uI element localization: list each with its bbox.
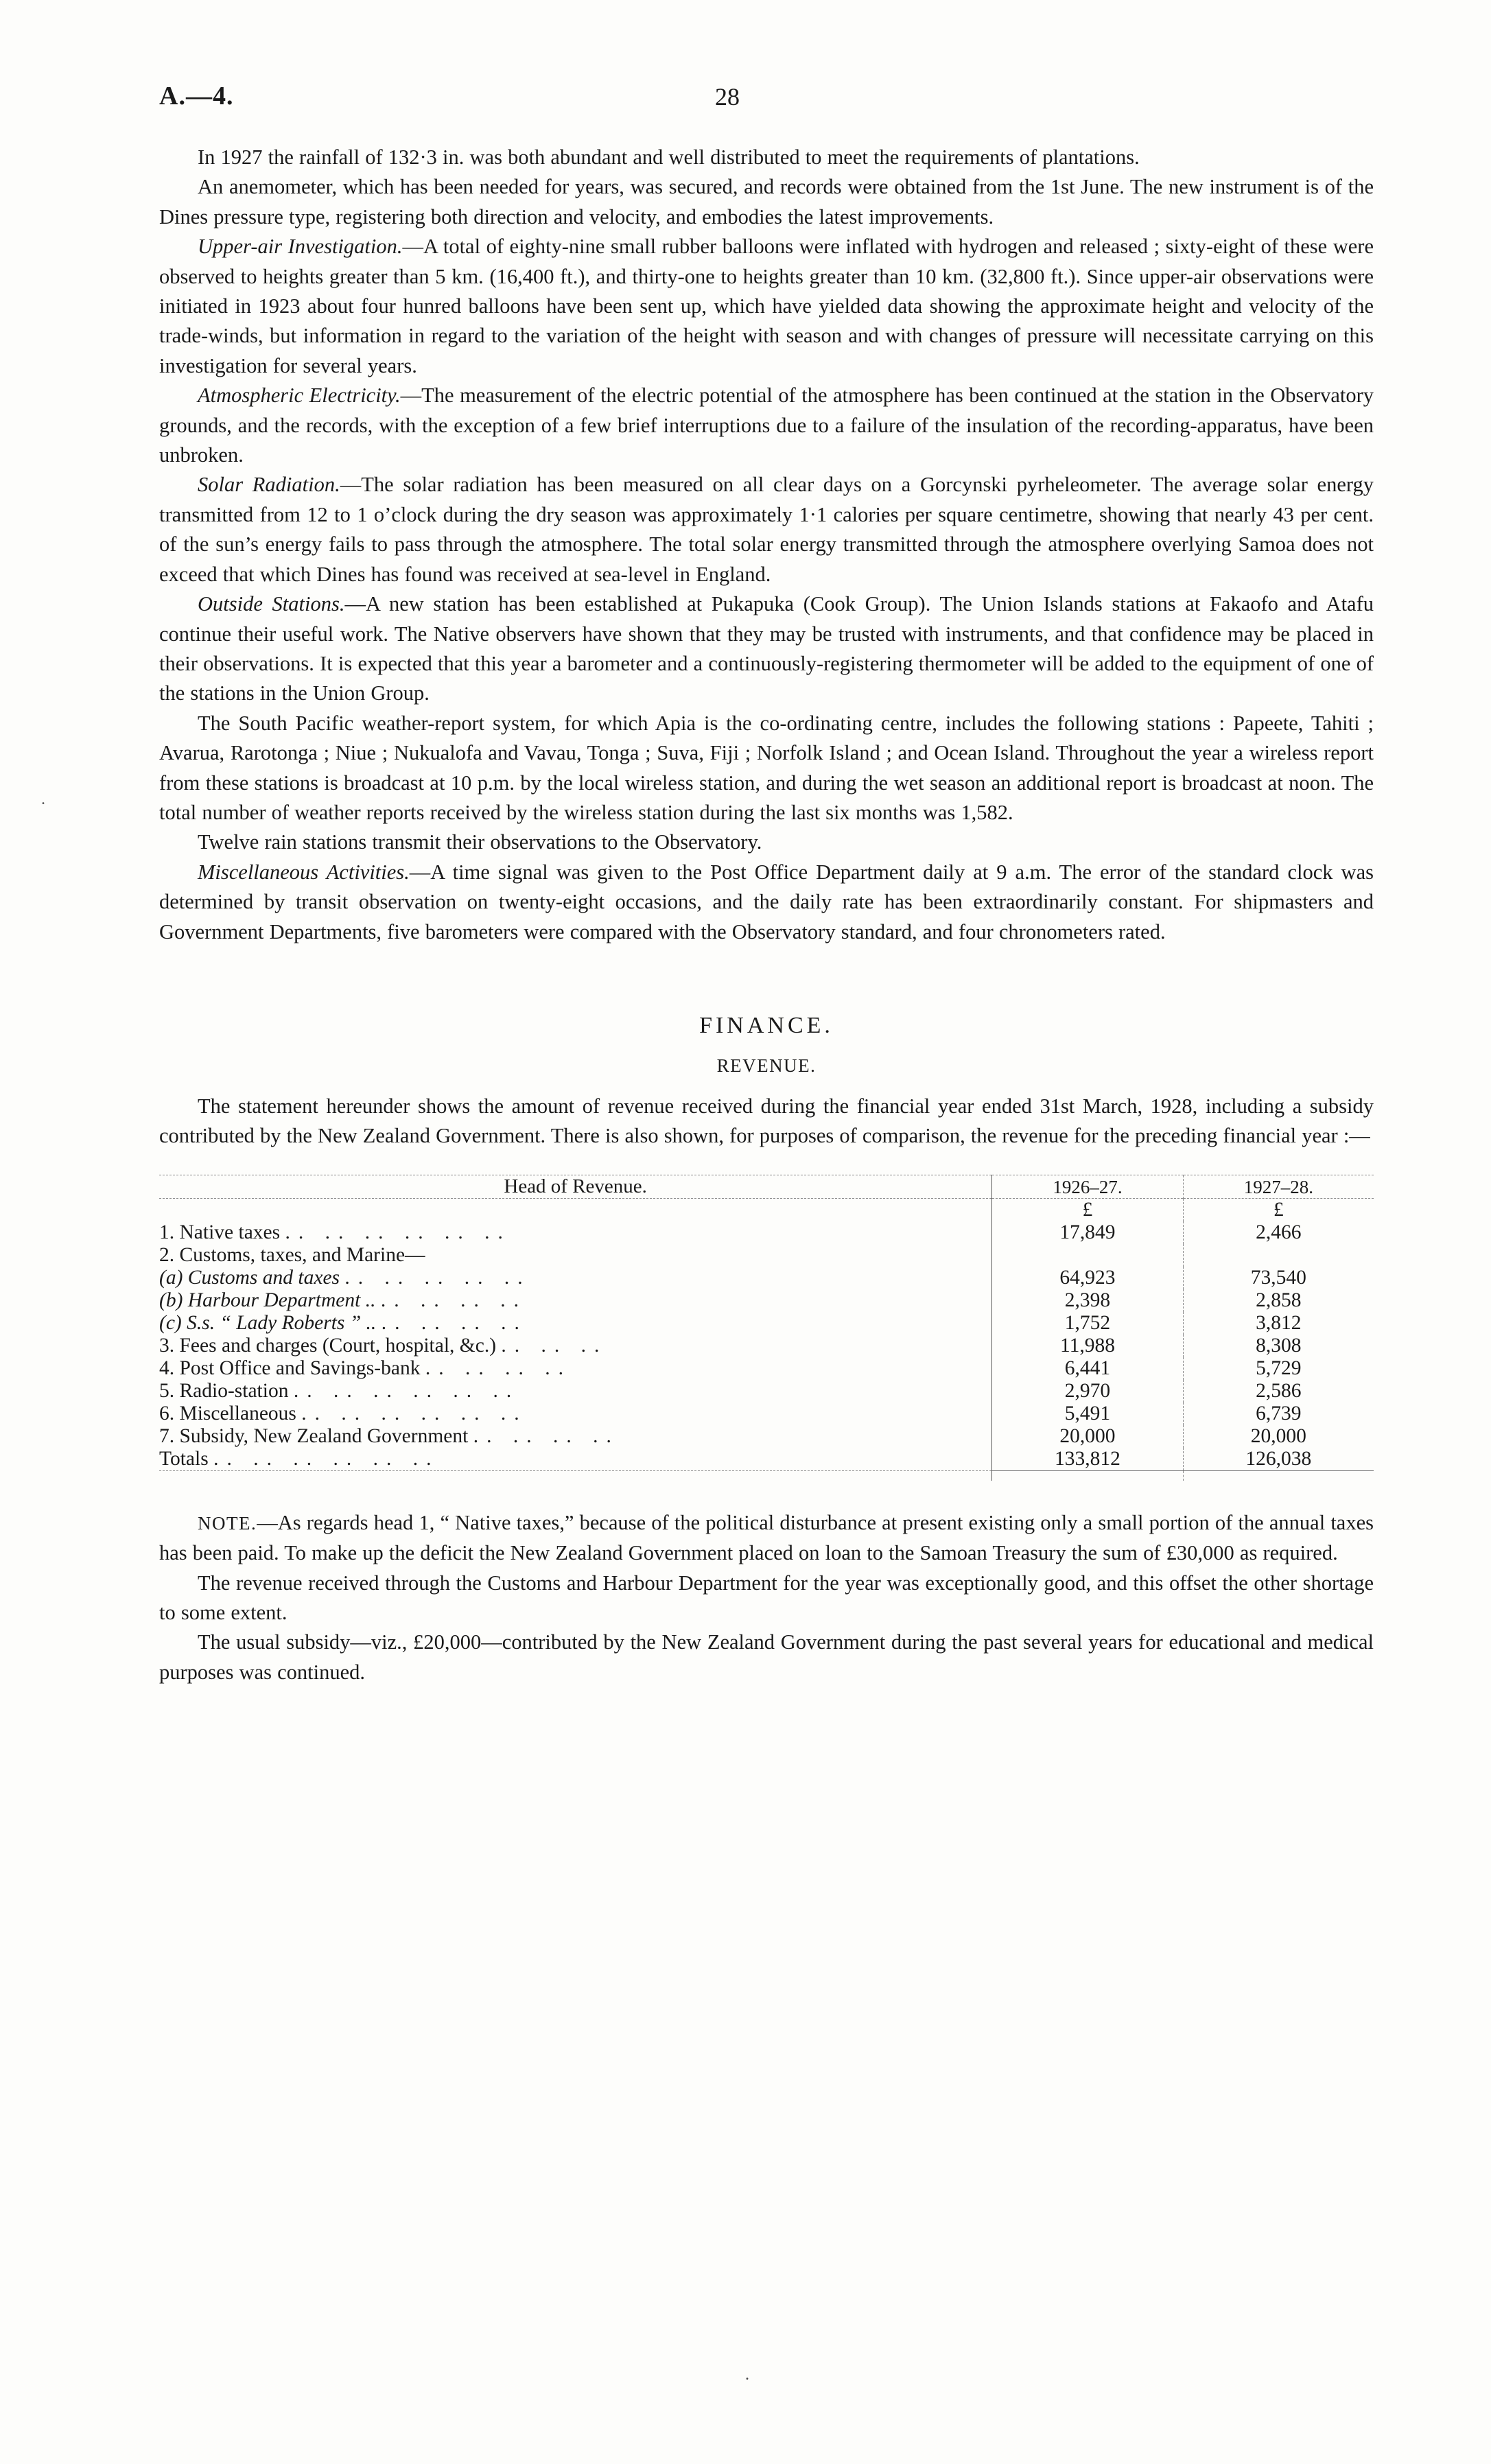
table-row xyxy=(159,1244,1374,1267)
paragraph xyxy=(159,143,1374,172)
row-label-text: 7. Subsidy, New Zealand Government xyxy=(159,1424,469,1447)
row-label xyxy=(159,1357,992,1380)
margin-mark: . xyxy=(41,790,45,808)
paragraph-text: —The measurement of the electric potential of the atmosphere has been continued at the station in the Observatory grounds, and the records, with the exception of a few brief interruptions due to a failure of the insulation of the recording-apparatus, have been unbroken. xyxy=(159,384,1374,467)
paragraph xyxy=(159,172,1374,232)
table-row xyxy=(159,1403,1374,1425)
totals-label xyxy=(159,1448,992,1471)
row-value-1927: 2,466 xyxy=(1183,1221,1374,1244)
paragraph-text: The South Pacific weather-report system, for which Apia is the co-ordinating centre, includes the following stations : Papeete, Tahiti ; Avarua, Rarotonga ; Niue ; Nukualofa and Vavau, Tonga ; Suva, Fiji ; Norfolk Island ; and Ocean Island. Throughout the year a wireless report from these stations is broadcast at 10 p.m. by the local wireless station, and during the wet season an additional report is broadcast at noon. The total number of weather reports received by the wireless station during the last six months was 1,582. xyxy=(159,711,1374,824)
row-label xyxy=(159,1289,992,1312)
note-text: —As regards head 1, “ Native taxes,” because of the political disturbance at present existing only a small portion of the annual taxes has been paid. To make up the deficit the New Zealand Government placed on loan to the Samoan Treasury the sum of £30,000 as required. xyxy=(159,1510,1374,1565)
table-row xyxy=(159,1335,1374,1357)
paragraph-text: In 1927 the rainfall of 132·3 in. was both abundant and well distributed to meet the requirements of plantations. xyxy=(198,145,1140,169)
row-value-1926: 11,988 xyxy=(992,1335,1183,1357)
paragraph-text: The usual subsidy—viz., £20,000—contributed by the New Zealand Government during the past several years for educational and medical purposes was continued. xyxy=(159,1630,1374,1684)
row-value-1926: 2,398 xyxy=(992,1289,1183,1312)
row-label-text: (b) Harbour Department .. xyxy=(159,1289,376,1311)
table-row xyxy=(159,1289,1374,1312)
row-value-1926 xyxy=(992,1244,1183,1267)
dot-leader: .. .. .. .. xyxy=(473,1424,620,1447)
dot-leader: .. .. .. .. .. .. xyxy=(285,1221,511,1243)
row-value-1926: 17,849 xyxy=(992,1221,1183,1244)
row-value-1927: 73,540 xyxy=(1183,1267,1374,1289)
row-label-text: 6. Miscellaneous xyxy=(159,1402,296,1424)
paragraph-text: —A new station has been established at Pukapuka (Cook Group). The Union Islands stations at Fakaofo and Atafu continue their useful work. The Native observers have shown that they may be trusted with instruments, and that confidence may be placed in their observations. It is expected that this year a barometer and a continuously-registering thermometer will be added to the equipment of one of the stations in the Union Group. xyxy=(159,592,1374,705)
dot-leader: .. .. .. .. .. .. xyxy=(293,1379,520,1402)
table-bottom-rule-mid xyxy=(992,1470,1183,1481)
table-bottom-rule-row xyxy=(159,1470,1374,1481)
table-bottom-rule-right xyxy=(1183,1470,1374,1481)
row-value-1927 xyxy=(1183,1244,1374,1267)
totals-value-1926: 133,812 xyxy=(992,1448,1183,1471)
table-header-1927-28: 1927–28. xyxy=(1183,1175,1374,1198)
currency-symbol-1927: £ xyxy=(1183,1198,1374,1221)
row-value-1926: 6,441 xyxy=(992,1357,1183,1380)
page-number: 28 xyxy=(715,83,740,110)
totals-label-text: Totals xyxy=(159,1447,209,1470)
row-label-text: (a) Customs and taxes xyxy=(159,1266,340,1289)
paragraph-runin: Upper-air Investigation. xyxy=(198,235,403,259)
row-label-text: 5. Radio-station xyxy=(159,1379,289,1402)
paragraph-text: An anemometer, which has been needed for years, was secured, and records were obtained from the 1st June. The new instrument is of the Dines pressure type, registering both direction and velocity, and embodies the latest improvements. xyxy=(159,175,1374,228)
paragraph xyxy=(159,828,1374,857)
table-row xyxy=(159,1221,1374,1244)
page-header xyxy=(159,81,1374,125)
paragraph xyxy=(159,858,1374,947)
row-label xyxy=(159,1244,992,1267)
row-label-text: 3. Fees and charges (Court, hospital, &c.) xyxy=(159,1334,497,1357)
table-totals-row xyxy=(159,1448,1374,1471)
paragraph-runin: Outside Stations. xyxy=(198,592,345,616)
row-value-1927: 2,586 xyxy=(1183,1380,1374,1403)
row-value-1926: 1,752 xyxy=(992,1312,1183,1335)
footer-mark: . xyxy=(745,2366,749,2384)
row-label xyxy=(159,1425,992,1448)
paragraph xyxy=(159,1569,1374,1628)
totals-value-1927: 126,038 xyxy=(1183,1448,1374,1471)
table-bottom-rule-left xyxy=(159,1470,992,1481)
dot-leader: .. .. .. .. .. .. xyxy=(213,1447,440,1470)
row-label xyxy=(159,1267,992,1289)
row-value-1926: 20,000 xyxy=(992,1425,1183,1448)
note-paragraph xyxy=(159,1508,1374,1569)
paragraph xyxy=(159,709,1374,828)
row-label xyxy=(159,1312,992,1335)
paragraph xyxy=(159,1628,1374,1687)
table-row xyxy=(159,1357,1374,1380)
dot-leader: .. .. .. .. xyxy=(380,1289,527,1311)
dot-leader: .. .. .. .. xyxy=(381,1311,528,1334)
row-value-1927: 3,812 xyxy=(1183,1312,1374,1335)
paragraph-text: —A time signal was given to the Post Office Department daily at 9 a.m. The error of the standard clock was determined by transit observation on twenty-eight occasions, and the daily rate has been extraordinarily constant. For shipmasters and Government Departments, five barometers were compared with the Observatory standard, and four chronometers rated. xyxy=(159,860,1374,943)
paragraph-text: —The solar radiation has been measured on all clear days on a Gorcynski pyrheleometer. The average solar energy transmitted from 12 to 1 o’clock during the dry season was approximately 1·1 calories per square centimetre, showing that nearly 43 per cent. of the sun’s energy fails to pass through the atmosphere. The total solar energy transmitted through the atmosphere overlying Samoa does not exceed that which Dines has found was received at sea-level in England. xyxy=(159,473,1374,586)
table-header-row xyxy=(159,1175,1374,1198)
table-row xyxy=(159,1425,1374,1448)
dot-leader: .. .. .. .. .. xyxy=(344,1266,531,1289)
table-row xyxy=(159,1380,1374,1403)
row-label-text: 2. Customs, taxes, and Marine— xyxy=(159,1243,425,1266)
table-spacer-cell xyxy=(159,1198,992,1221)
paragraph xyxy=(159,232,1374,381)
page-content xyxy=(159,81,1374,1687)
currency-symbol-1926: £ xyxy=(992,1198,1183,1221)
row-label-text: 1. Native taxes xyxy=(159,1221,281,1243)
row-label xyxy=(159,1221,992,1244)
paragraph xyxy=(159,470,1374,589)
table-header-1926-27: 1926–27. xyxy=(992,1175,1183,1198)
row-label-text: (c) S.s. “ Lady Roberts ” .. xyxy=(159,1311,377,1334)
revenue-table-wrap xyxy=(159,1175,1374,1481)
row-label xyxy=(159,1403,992,1425)
row-value-1927: 8,308 xyxy=(1183,1335,1374,1357)
row-value-1927: 20,000 xyxy=(1183,1425,1374,1448)
note-label: NOTE. xyxy=(198,1512,257,1534)
row-label-text: 4. Post Office and Savings-bank xyxy=(159,1357,421,1379)
row-value-1926: 64,923 xyxy=(992,1267,1183,1289)
table-row xyxy=(159,1312,1374,1335)
paragraph-text: Twelve rain stations transmit their observations to the Observatory. xyxy=(198,830,762,854)
row-value-1926: 5,491 xyxy=(992,1403,1183,1425)
dot-leader: .. .. .. .. .. .. xyxy=(301,1402,528,1424)
row-label xyxy=(159,1380,992,1403)
row-value-1927: 5,729 xyxy=(1183,1357,1374,1380)
row-value-1926: 2,970 xyxy=(992,1380,1183,1403)
document-reference: A.—4. xyxy=(159,82,234,110)
table-header-head-of-revenue: Head of Revenue. xyxy=(159,1175,992,1198)
paragraph-text: —A total of eighty-nine small rubber balloons were inflated with hydrogen and released ; sixty-eight of these were observed to heights greater than 5 km. (16,400 ft.), and thirty-one to heights greater than 10 km. (32,800 ft.). Since upper-air observations were initiated in 1923 about four hunred balloons have been sent up, which have yielded data showing the approximate height and velocity of the trade-winds, but information in regard to the variation of the height with season and with changes of pressure will necessitate carrying on this investigation for several years. xyxy=(159,235,1374,377)
revenue-table xyxy=(159,1175,1374,1481)
paragraph xyxy=(159,589,1374,709)
table-currency-row xyxy=(159,1198,1374,1221)
subsection-title-revenue: REVENUE. xyxy=(716,1055,817,1076)
row-value-1927: 6,739 xyxy=(1183,1403,1374,1425)
section-title-finance: FINANCE. xyxy=(699,1012,834,1038)
paragraph-text: The statement hereunder shows the amount of revenue received during the financial year ended 31st March, 1928, including a subsidy contributed by the New Zealand Government. There is also shown, for purposes of comparison, the revenue for the preceding financial year :— xyxy=(159,1094,1374,1148)
paragraph-text: The revenue received through the Customs and Harbour Department for the year was exceptionally good, and this offset the other shortage to some extent. xyxy=(159,1571,1374,1624)
paragraph xyxy=(159,1092,1374,1151)
row-value-1927: 2,858 xyxy=(1183,1289,1374,1312)
paragraph-runin: Atmospheric Electricity. xyxy=(198,384,401,408)
dot-leader: .. .. .. xyxy=(501,1334,608,1357)
row-label xyxy=(159,1335,992,1357)
notes-block xyxy=(159,1508,1374,1687)
paragraph-runin: Miscellaneous Activities. xyxy=(198,860,410,884)
dot-leader: .. .. .. .. xyxy=(425,1357,572,1379)
paragraph xyxy=(159,381,1374,470)
table-row xyxy=(159,1267,1374,1289)
paragraph-runin: Solar Radiation. xyxy=(198,473,340,497)
